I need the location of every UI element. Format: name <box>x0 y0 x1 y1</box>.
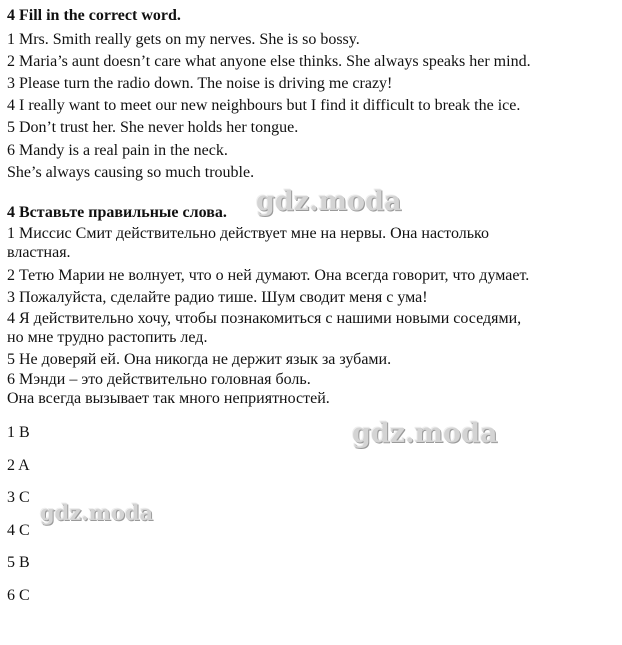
english-line: She’s always causing so much trouble. <box>7 164 255 181</box>
english-line: 4 I really want to meet our new neighbours but I find it difficult to break the ice. <box>7 97 521 114</box>
english-heading: 4 Fill in the correct word. <box>7 7 181 24</box>
watermark-logo: gdz.moda <box>256 186 402 217</box>
english-line: 2 Maria’s aunt doesn’t care what anyone else thinks. She always speaks her mind. <box>7 53 531 70</box>
watermark-logo: gdz.moda <box>40 500 154 525</box>
russian-line: 2 Тетю Марии не волнует, что о ней думают. Она всегда говорит, что думает. <box>7 267 530 284</box>
watermark-logo: gdz.moda <box>352 418 498 449</box>
answer-item: 5 B <box>7 554 30 571</box>
english-line: 1 Mrs. Smith really gets on my nerves. She is so bossy. <box>7 31 360 48</box>
answer-item: 4 C <box>7 522 30 539</box>
russian-heading: 4 Вставьте правильные слова. <box>7 204 227 221</box>
english-line: 3 Please turn the radio down. The noise is driving me crazy! <box>7 75 393 92</box>
russian-line: но мне трудно растопить лед. <box>7 329 208 346</box>
russian-line: властная. <box>7 244 71 261</box>
russian-line: 3 Пожалуйста, сделайте радио тише. Шум сводит меня с ума! <box>7 289 428 306</box>
russian-line: Она всегда вызывает так много неприятностей. <box>7 390 330 407</box>
answer-item: 2 A <box>7 457 30 474</box>
answer-item: 3 C <box>7 489 30 506</box>
english-line: 5 Don’t trust her. She never holds her tongue. <box>7 119 299 136</box>
answer-item: 6 C <box>7 587 30 604</box>
russian-line: 1 Миссис Смит действительно действует мне на нервы. Она настолько <box>7 225 489 242</box>
russian-line: 6 Мэнди – это действительно головная боль. <box>7 371 311 388</box>
answer-item: 1 B <box>7 424 30 441</box>
russian-line: 5 Не доверяй ей. Она никогда не держит язык за зубами. <box>7 351 392 368</box>
russian-line: 4 Я действительно хочу, чтобы познакомиться с нашими новыми соседями, <box>7 310 522 327</box>
english-line: 6 Mandy is a real pain in the neck. <box>7 142 228 159</box>
